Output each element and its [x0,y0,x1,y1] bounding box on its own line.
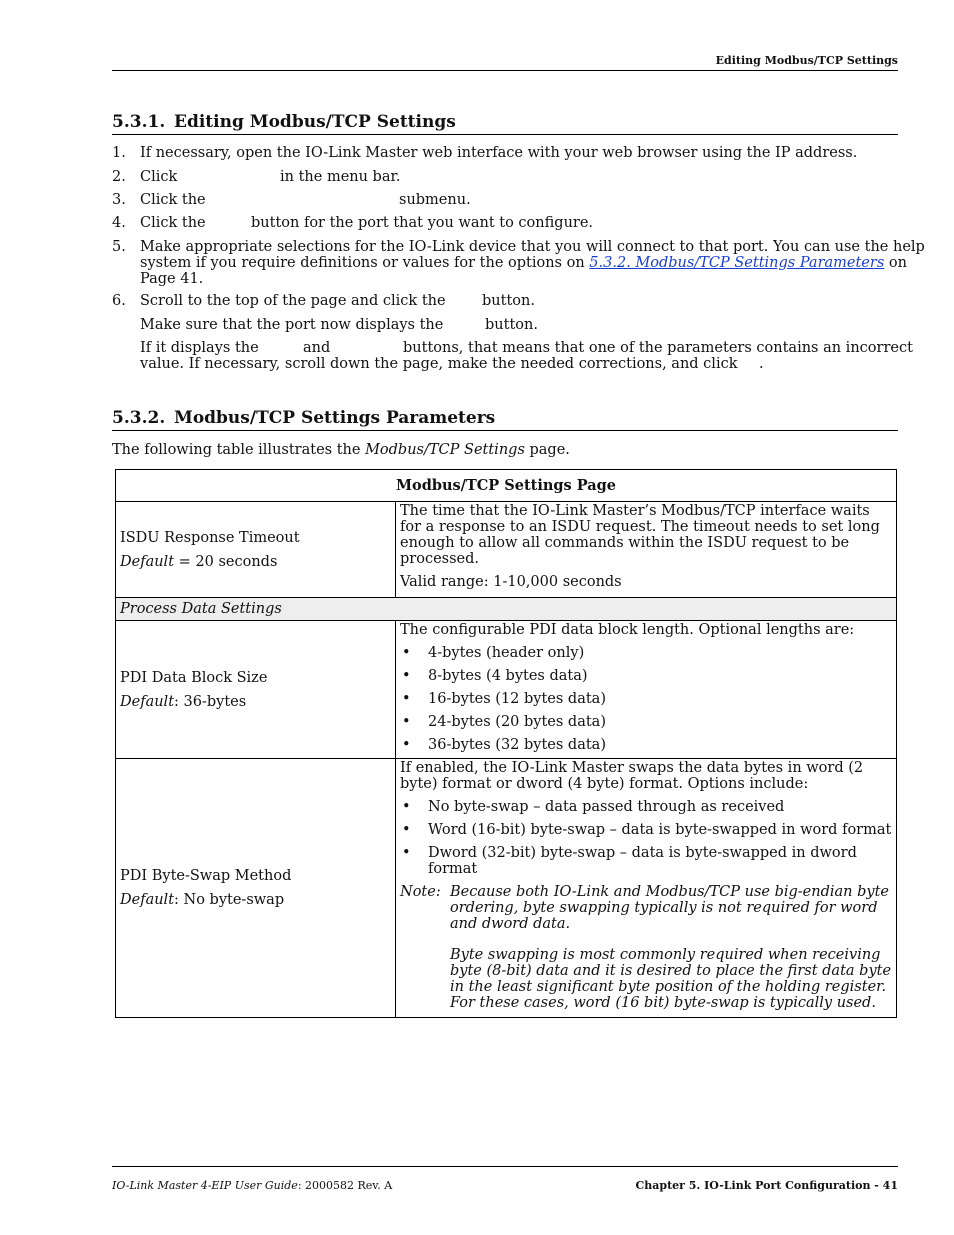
footer-left [112,1179,392,1192]
step-number: 2. [112,169,126,185]
step-6-text-a: Scroll to the top of the page and click the [140,293,446,309]
table-title: Modbus/TCP Settings Page [116,470,897,502]
step-5-line-3: Page 41. [140,271,204,287]
default-label: Default [120,553,175,570]
step-number: 5. [112,239,126,255]
header-rule [112,70,898,71]
followup-para-2-a: If it displays the [140,340,259,356]
step-6-text-b: button. [482,293,535,309]
param-default [120,694,391,710]
guide-revision: : 2000582 Rev. A [297,1179,393,1192]
footer-right: Chapter 5. IO-Link Port Configuration - 41 [635,1179,898,1192]
default-value: = 20 seconds [174,553,278,570]
param-cell [116,502,396,598]
table-header-row [116,470,897,502]
table-row [116,502,897,598]
param-name: PDI Byte-Swap Method [120,868,292,884]
step-5-line-2-text: system if you require definitions or values for the options on [140,255,585,271]
intro-text: The following table illustrates the [112,442,361,458]
note-label: Note: [400,884,441,900]
section-title: Modbus/TCP Settings Parameters [174,408,496,428]
valid-range: Valid range: 1-10,000 seconds [400,574,622,590]
intro-tail: page. [529,442,570,458]
desc-cell [396,759,897,1018]
list-item: • 4-bytes (header only) [400,645,892,661]
settings-table [115,469,897,1018]
desc-cell [396,621,897,759]
table-row [116,621,897,759]
running-header: Editing Modbus/TCP Settings [715,54,898,67]
step-4-text-a: Click the [140,215,206,231]
step-3-text-a: Click the [140,192,206,208]
list-item: • Dword (32-bit) byte-swap – data is byte-swapped in dword format [400,845,892,877]
step-number: 3. [112,192,126,208]
param-default [120,892,391,908]
param-description: If enabled, the IO-Link Master swaps the data bytes in word (2 byte) format or dword (4 byte) format. Options include: [400,760,864,792]
followup-para-1-b: button. [485,317,538,333]
section-number: 5.3.1. [112,112,166,132]
default-value: : 36-bytes [174,693,247,710]
list-item: • Word (16-bit) byte-swap – data is byte-swapped in word format [400,822,892,838]
desc-cell [396,502,897,598]
table-row [116,759,897,1018]
options-list [400,799,892,877]
table-intro [112,442,570,458]
options-list [400,645,892,753]
cross-reference-link[interactable]: 5.3.2. Modbus/TCP Settings Parameters [589,255,885,271]
heading-rule [112,430,898,431]
section-heading-5-3-1 [112,112,456,132]
guide-title: IO-Link Master 4-EIP User Guide [112,1179,298,1192]
param-cell [116,759,396,1018]
group-label: Process Data Settings [116,598,897,621]
step-number: 6. [112,293,126,309]
list-item: • 8-bytes (4 bytes data) [400,668,892,684]
list-item: • 16-bytes (12 bytes data) [400,691,892,707]
step-number: 1. [112,145,126,161]
list-item: • 24-bytes (20 bytes data) [400,714,892,730]
followup-para-1-a: Make sure that the port now displays the [140,317,444,333]
step-2-text-a: Click [140,169,178,185]
followup-para-2-c: buttons, that means that one of the parameters contains an incorrect [403,340,913,356]
followup-para-2-period: . [759,356,764,372]
step-5-line-2 [140,255,907,271]
step-5-line-2-tail: on [888,255,907,271]
note-paragraph-1: Because both IO-Link and Modbus/TCP use big-endian byte ordering, byte swapping typically is not required for word and dword data. [450,884,890,932]
section-number: 5.3.2. [112,408,166,428]
default-value: : No byte-swap [174,892,285,908]
list-item: • No byte-swap – data passed through as received [400,799,892,815]
step-5-line-1: Make appropriate selections for the IO-Link device that you will connect to that port. You can use the help [140,239,925,255]
followup-para-2-b: and [303,340,331,356]
param-default [120,554,391,570]
note-block [400,884,892,1011]
note-paragraph-2: Byte swapping is most commonly required when receiving byte (8-bit) data and it is desired to place the first data byte in the least significant byte position of the holding register. For these cases, word (16 bit) byte-swap is typically used. [450,947,892,1011]
step-number: 4. [112,215,126,231]
param-cell [116,621,396,759]
param-description: The configurable PDI data block length. Optional lengths are: [400,622,855,638]
step-1-text: If necessary, open the IO-Link Master web interface with your web browser using the IP address. [140,145,858,161]
param-name: PDI Data Block Size [120,669,268,686]
list-item: • 36-bytes (32 bytes data) [400,737,892,753]
section-heading-5-3-2 [112,408,495,428]
default-label: Default [120,892,175,908]
group-row [116,598,897,621]
section-title: Editing Modbus/TCP Settings [174,112,456,132]
intro-page-name: Modbus/TCP Settings [365,442,525,458]
param-name: ISDU Response Timeout [120,529,300,546]
step-4-text-b: button for the port that you want to configure. [251,215,594,231]
heading-rule [112,134,898,135]
followup-para-2-line-2: value. If necessary, scroll down the page, make the needed corrections, and click [140,356,738,372]
step-3-text-b: submenu. [399,192,471,208]
footer-rule [112,1166,898,1167]
default-label: Default [120,693,175,710]
param-description: The time that the IO-Link Master’s Modbus/TCP interface waits for a response to an ISDU request. The timeout needs to set long enough to allow all commands within the ISDU request to be processed. [400,503,880,567]
step-2-text-b: in the menu bar. [280,169,401,185]
